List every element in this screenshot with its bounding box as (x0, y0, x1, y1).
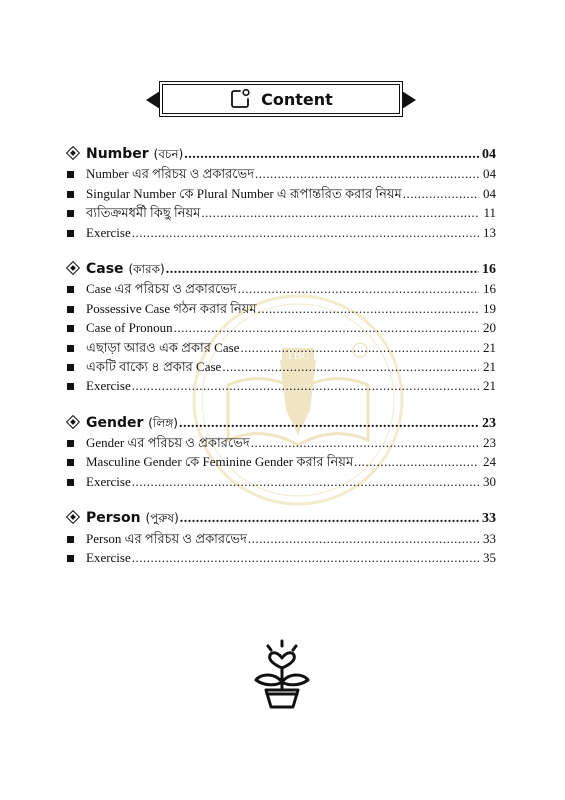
toc-item-label: এছাড়া আরও এক প্রকার Case (86, 339, 240, 355)
toc-item-label: Exercise (86, 550, 131, 566)
page-number: 23 (483, 435, 496, 451)
page-number: 04 (482, 147, 496, 162)
dot-leader (132, 548, 479, 567)
toc-item-label: Number এর পরিচয় ও প্রকারভেদ (86, 166, 255, 182)
toc-item[interactable] (66, 529, 496, 548)
section-title-bn: (লিঙ্গ) (148, 415, 178, 430)
square-bullet-icon (67, 171, 74, 178)
dot-leader (132, 472, 479, 491)
dot-leader (354, 452, 479, 471)
square-bullet-icon (67, 555, 74, 562)
toc-item-label: Exercise (86, 224, 131, 240)
square-bullet-icon (67, 440, 74, 447)
square-bullet-icon (67, 230, 74, 237)
square-bullet-icon (67, 364, 74, 371)
square-bullet-icon (67, 210, 74, 217)
toc-item[interactable] (66, 223, 496, 242)
dot-leader (222, 357, 479, 376)
watermark-text: TBC (286, 348, 310, 362)
section-title-bn: (কারক) (128, 261, 165, 276)
page-number: 21 (483, 339, 496, 355)
page-number: 21 (483, 358, 496, 374)
dot-leader (403, 184, 479, 203)
section-title: Case (86, 260, 124, 277)
toc-item-label: Case এর পরিচয় ও প্রকারভেদ (86, 281, 237, 297)
dot-leader (238, 279, 479, 298)
note-icon (229, 88, 251, 110)
toc-item[interactable] (66, 433, 496, 452)
page-number: 16 (482, 261, 496, 277)
toc-item-label: Gender এর পরিচয় ও প্রকারভেদ (86, 435, 250, 451)
toc-item[interactable] (66, 299, 496, 318)
toc-item[interactable] (66, 338, 496, 357)
page-number: 11 (483, 205, 496, 221)
square-bullet-icon (67, 325, 74, 332)
section-title: Person (86, 510, 141, 527)
section-title-bn: (পুরুষ) (145, 511, 179, 526)
square-bullet-icon (67, 306, 74, 313)
toc-item[interactable] (66, 357, 496, 376)
toc-item[interactable] (66, 279, 496, 298)
square-bullet-icon (67, 191, 74, 198)
square-bullet-icon (67, 479, 74, 486)
dot-leader (174, 318, 479, 337)
square-bullet-icon (67, 286, 74, 293)
toc-section-number (66, 145, 496, 242)
toc-item-label: ব্যতিক্রমধর্মী কিছু নিয়ম (86, 205, 201, 221)
toc-section-person (66, 509, 496, 567)
page-title: Content (261, 89, 333, 109)
toc-item[interactable] (66, 548, 496, 567)
dot-leader (251, 433, 479, 452)
toc-item-label: Person এর পরিচয় ও প্রকারভেদ (86, 530, 247, 546)
toc-item-label: Masculine Gender কে Feminine Gender করার নিয়ম (86, 454, 354, 470)
heart-plant-icon (246, 638, 318, 710)
toc-item-label: Possessive Case গঠন করার নিয়ম (86, 300, 257, 316)
page-number: 35 (483, 550, 496, 566)
section-title-bn: (বচন) (153, 147, 184, 161)
toc-heading[interactable] (66, 145, 496, 164)
left-arrow-icon (146, 91, 160, 109)
toc-item[interactable] (66, 164, 496, 183)
diamond-bullet-icon (66, 261, 80, 275)
diamond-bullet-icon (66, 146, 80, 160)
dot-leader (240, 338, 479, 357)
page-number: 24 (483, 454, 496, 470)
toc-item[interactable] (66, 318, 496, 337)
dot-leader (201, 203, 479, 222)
page-number: 33 (483, 530, 496, 546)
section-title: Gender (86, 414, 144, 431)
square-bullet-icon (67, 459, 74, 466)
page-number: 20 (483, 320, 496, 336)
dot-leader (184, 145, 479, 164)
page-number: 13 (483, 224, 496, 240)
toc-item-label: Case of Pronoun (86, 320, 173, 336)
content-title-box (162, 84, 400, 114)
toc-item-label: একটি বাক্যে ৪ প্রকার Case (86, 358, 222, 374)
toc-item-label: Exercise (86, 473, 131, 489)
page-number: 16 (483, 281, 496, 297)
toc-heading[interactable] (66, 414, 496, 433)
section-title: Number (86, 146, 149, 162)
right-arrow-icon (402, 91, 416, 109)
toc-item[interactable] (66, 472, 496, 491)
dot-leader (258, 299, 479, 318)
table-of-contents (66, 145, 496, 585)
square-bullet-icon (67, 345, 74, 352)
dot-leader (166, 260, 479, 279)
toc-heading[interactable] (66, 260, 496, 279)
page-number: 23 (482, 415, 496, 431)
dot-leader (132, 223, 479, 242)
toc-item[interactable] (66, 184, 496, 203)
page-number: 33 (482, 511, 496, 527)
content-header (146, 84, 416, 116)
page-number: 21 (483, 378, 496, 394)
page-number: 30 (483, 473, 496, 489)
toc-item-label: Exercise (86, 378, 131, 394)
square-bullet-icon (67, 536, 74, 543)
dot-leader (255, 164, 479, 183)
diamond-bullet-icon (66, 415, 80, 429)
page-number: 04 (483, 166, 496, 182)
toc-item[interactable] (66, 452, 496, 471)
toc-section-gender (66, 414, 496, 492)
toc-heading[interactable] (66, 509, 496, 528)
dot-leader (180, 509, 479, 528)
dot-leader (248, 529, 479, 548)
diamond-bullet-icon (66, 510, 80, 524)
toc-item-label: Singular Number কে Plural Number এ রূপান্তরিত করার নিয়ম (86, 185, 402, 201)
dot-leader (179, 414, 479, 433)
toc-item[interactable] (66, 203, 496, 222)
square-bullet-icon (67, 383, 74, 390)
page-number: 19 (483, 300, 496, 316)
dot-leader (132, 376, 479, 395)
toc-section-case (66, 260, 496, 396)
toc-item[interactable] (66, 376, 496, 395)
page-number: 04 (483, 185, 496, 201)
